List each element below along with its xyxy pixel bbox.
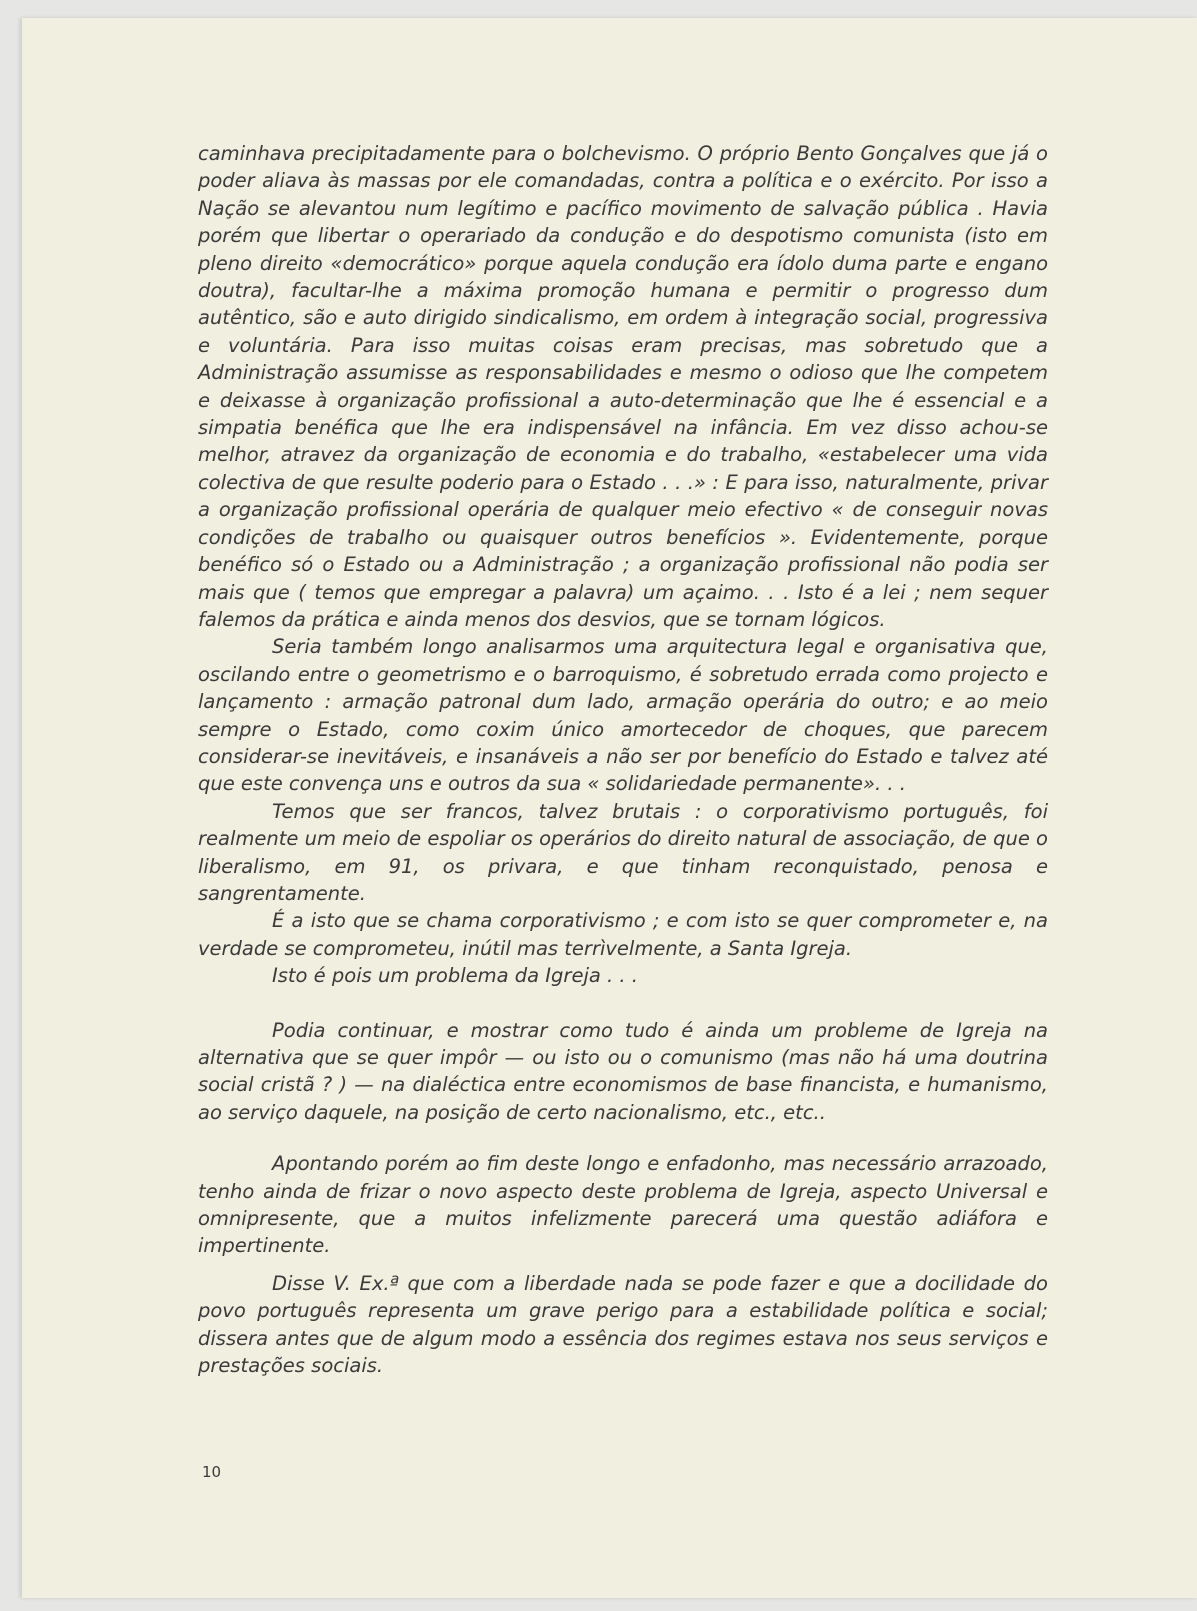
page-number: 10 (202, 1463, 222, 1481)
paragraph-4: É a isto que se chama corporativismo ; e com isto se quer comprometer e, na verdade se comprometeu, inútil mas terrìvelmente, a Santa Igreja. (198, 909, 1048, 960)
paragraph-5: Isto é pois um problema da Igreja . . . (272, 964, 639, 988)
paragraph-8: Disse V. Ex.ª que com a liberdade nada se pode fazer e que a docilidade do povo português representa um grave perigo para a estabilidade política e social; dissera antes que de algum modo a essência dos regimes estava nos seus serviços e prestações sociais. (198, 1271, 1048, 1378)
paragraph-3: Temos que ser francos, talvez brutais : o corporativismo português, foi realmente um meio de espoliar os operários do direito natural de associação, de que o liberalismo, em 91, os privara, e que tinham reconquistado, penosa e sangrentamente. (198, 799, 1048, 905)
paragraph-1: caminhava precipitadamente para o bolchevismo. O próprio Bento Gonçalves que já o poder aliava às massas por ele comandadas, contra a política e o exército. Por isso a Nação se alevantou num legítimo e pacífico movimento de salvação pública . Havia porém que libertar o operariado da condução e do despotismo comunista (isto em pleno direito «democrático» porque aquela condução era ídolo duma parte e engano doutra), facultar-lhe a máxima promoção humana e permitir o progresso dum autêntico, são e auto dirigido sindicalismo, em ordem à integração social, progressiva e voluntária. Para isso muitas coisas eram precisas, mas sobretudo que a Administração assumisse as responsabilidades e mesmo o odioso que lhe competem e deixasse à organização profissional a auto-determinação que lhe é essencial e a simpatia benéfica que lhe era indispensável na infância. Em vez disso achou-se melhor, atravez da organização de economia e do trabalho, «estabelecer uma vida colectiva de que resulte poderio para o Estado . . .» : E para isso, naturalmente, privar a organização profissional operária de qualquer meio efectivo « de conseguir novas condições de trabalho ou quaisquer outros benefícios ». Evidentemente, porque benéfico só o Estado ou a Administração ; a organização profissional não podia ser mais que ( temos que empregar a palavra) um açaimo. . . Isto é a lei ; nem sequer falemos da prática e ainda menos dos desvios, que se tornam lógicos. (198, 142, 1048, 631)
paragraph-2: Seria também longo analisarmos uma arquitectura legal e organisativa que, oscilando entre o geometrismo e o barroquismo, é sobretudo errada como projecto e lançamento : armação patronal dum lado, armação operária do outro; e ao meio sempre o Estado, como coxim único amortecedor de choques, que parecem considerar-se inevitáveis, e insanáveis a não ser por benefício do Estado e talvez até que este convença uns e outros da sua « solidariedade permanente». . . (198, 635, 1048, 796)
paragraph-6: Podia continuar, e mostrar como tudo é ainda um probleme de Igreja na alternativa que se quer impôr — ou isto ou o comunismo (mas não há uma doutrina social cristã ? ) — na dialéctica entre economismos de base financista, e humanismo, ao serviço daquele, na posição de certo nacionalismo, etc., etc.. (198, 1018, 1048, 1124)
document-page (22, 18, 1197, 1598)
body-text (198, 140, 1048, 1379)
paragraph-7: Apontando porém ao fim deste longo e enfadonho, mas necessário arrazoado, tenho ainda de frizar o novo aspecto deste problema de Igreja, aspecto Universal e omnipresente, que a muitos infelizmente parecerá uma questão adiáfora e impertinente. (198, 1152, 1048, 1258)
